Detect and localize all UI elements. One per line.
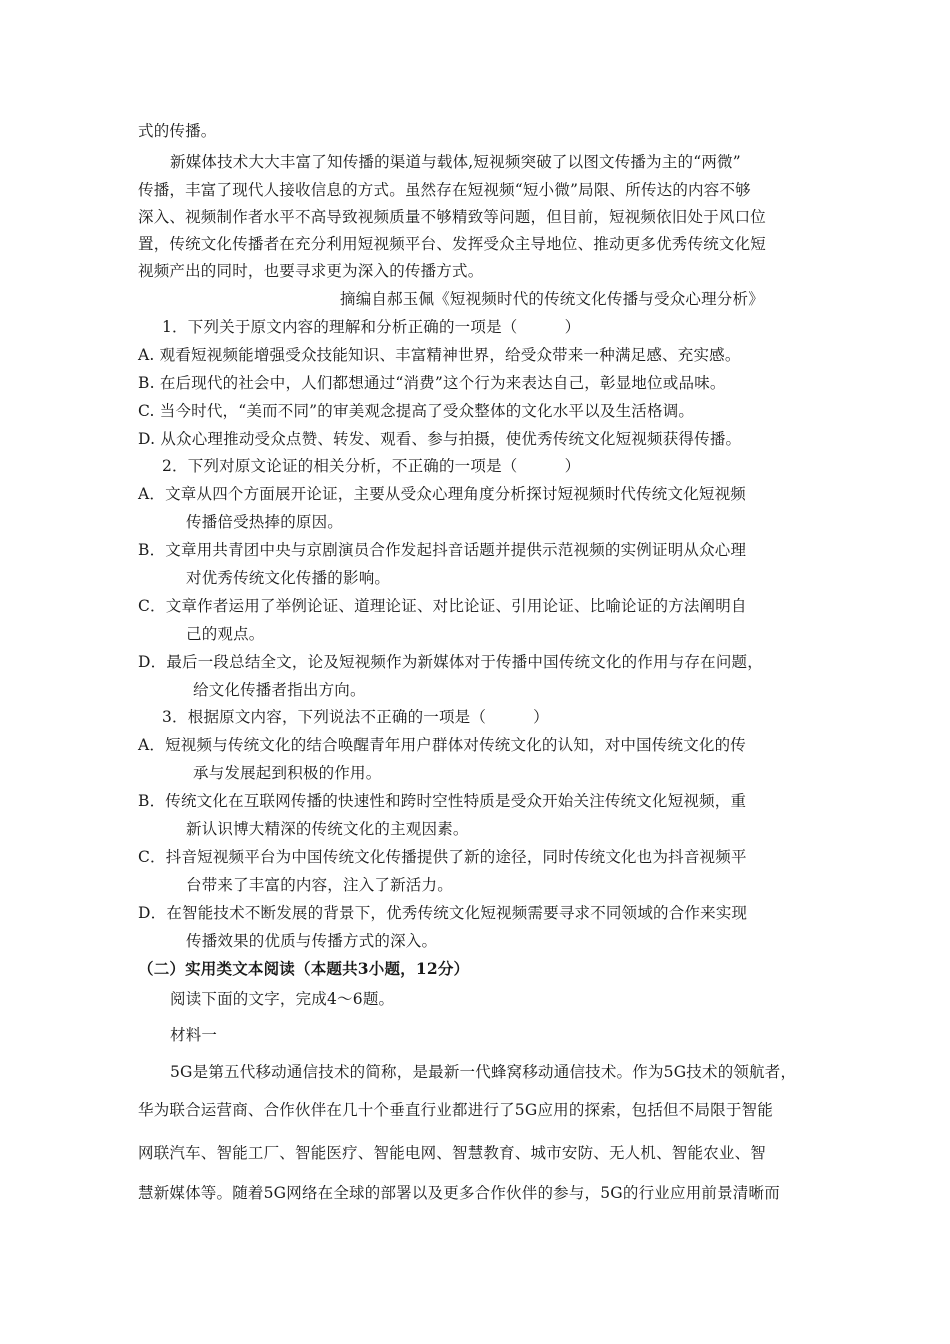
question-1-option-c: C. 当今时代，“美而不同”的审美观念提高了受众整体的文化水平以及生活格调。 (138, 402, 695, 420)
question-3-option-b-cont: 新认识博大精深的传统文化的主观因素。 (186, 820, 469, 838)
passage-text-line: 式的传播。 (138, 122, 217, 140)
question-3-option-c-cont: 台带来了丰富的内容，注入了新活力。 (186, 876, 453, 894)
passage-paragraph-line: 深入、视频制作者水平不高导致视频质量不够精致等问题，但目前，短视频依旧处于风口位 (138, 208, 767, 226)
question-1-option-b: B. 在后现代的社会中，人们都想通过“消费”这个行为来表达自己，彰显地位或品味。 (138, 374, 726, 392)
passage-paragraph-line: 新媒体技术大大丰富了知传播的渠道与载体,短视频突破了以图文传播为主的“两微” (170, 153, 741, 171)
passage-paragraph-line: 视频产出的同时，也要寻求更为深入的传播方式。 (138, 262, 484, 280)
material-paragraph-line: 网联汽车、智能工厂、智能医疗、智能电网、智慧教育、城市安防、无人机、智能农业、智 (138, 1144, 767, 1162)
section-heading: （二）实用类文本阅读（本题共3小题，12分） (138, 959, 470, 978)
question-1-stem: 1．下列关于原文内容的理解和分析正确的一项是（ ） (162, 318, 581, 336)
question-3-option-d-cont: 传播效果的优质与传播方式的深入。 (186, 932, 438, 950)
question-2-option-d-cont: 给文化传播者指出方向。 (193, 681, 366, 699)
material-paragraph-line: 5G是第五代移动通信技术的简称，是最新一代蜂窝移动通信技术。作为5G技术的领航者， (170, 1063, 797, 1081)
question-3-option-a-cont: 承与发展起到积极的作用。 (193, 764, 382, 782)
question-2-option-b: B．文章用共青团中央与京剧演员合作发起抖音话题并提供示范视频的实例证明从众心理 (138, 541, 747, 559)
material-label: 材料一 (170, 1026, 218, 1044)
question-2-option-b-cont: 对优秀传统文化传播的影响。 (186, 569, 391, 587)
question-2-stem: 2．下列对原文论证的相关分析，不正确的一项是（ ） (162, 457, 581, 475)
question-3-stem: 3．根据原文内容，下列说法不正确的一项是（ ） (162, 708, 549, 726)
question-2-option-d: D．最后一段总结全文，论及短视频作为新媒体对于传播中国传统文化的作用与存在问题， (138, 653, 763, 671)
passage-source: 摘编自郝玉佩《短视频时代的传统文化传播与受众心理分析》 (340, 290, 764, 308)
material-paragraph-line: 慧新媒体等。随着5G网络在全球的部署以及更多合作伙伴的参与，5G的行业应用前景清晰而 (138, 1184, 780, 1202)
question-3-option-c: C．抖音短视频平台为中国传统文化传播提供了新的途径，同时传统文化也为抖音视频平 (138, 848, 747, 866)
question-2-option-a-cont: 传播倍受热捧的原因。 (186, 513, 344, 531)
question-3-option-b: B．传统文化在互联网传播的快速性和跨时空性特质是受众开始关注传统文化短视频，重 (138, 792, 747, 810)
passage-paragraph-line: 传播，丰富了现代人接收信息的方式。虽然存在短视频“短小微”局限、所传达的内容不够 (138, 181, 751, 199)
material-paragraph-line: 华为联合运营商、合作伙伴在几十个垂直行业都进行了5G应用的探索，包括但不局限于智能 (138, 1101, 773, 1119)
question-2-option-c: C．文章作者运用了举例论证、道理论证、对比论证、引用论证、比喻论证的方法阐明自 (138, 597, 747, 615)
section-instruction: 阅读下面的文字，完成4～6题。 (170, 990, 395, 1008)
question-2-option-c-cont: 己的观点。 (186, 625, 265, 643)
question-3-option-a: A．短视频与传统文化的结合唤醒青年用户群体对传统文化的认知，对中国传统文化的传 (138, 736, 746, 754)
question-3-option-d: D．在智能技术不断发展的背景下，优秀传统文化短视频需要寻求不同领域的合作来实现 (138, 904, 748, 922)
question-2-option-a: A．文章从四个方面展开论证，主要从受众心理角度分析探讨短视频时代传统文化短视频 (138, 485, 746, 503)
question-1-option-d: D. 从众心理推动受众点赞、转发、观看、参与拍摄，使优秀传统文化短视频获得传播。 (138, 430, 742, 448)
question-1-option-a: A. 观看短视频能增强受众技能知识、丰富精神世界，给受众带来一种满足感、充实感。 (138, 346, 741, 364)
passage-paragraph-line: 置，传统文化传播者在充分利用短视频平台、发挥受众主导地位、推动更多优秀传统文化短 (138, 235, 767, 253)
